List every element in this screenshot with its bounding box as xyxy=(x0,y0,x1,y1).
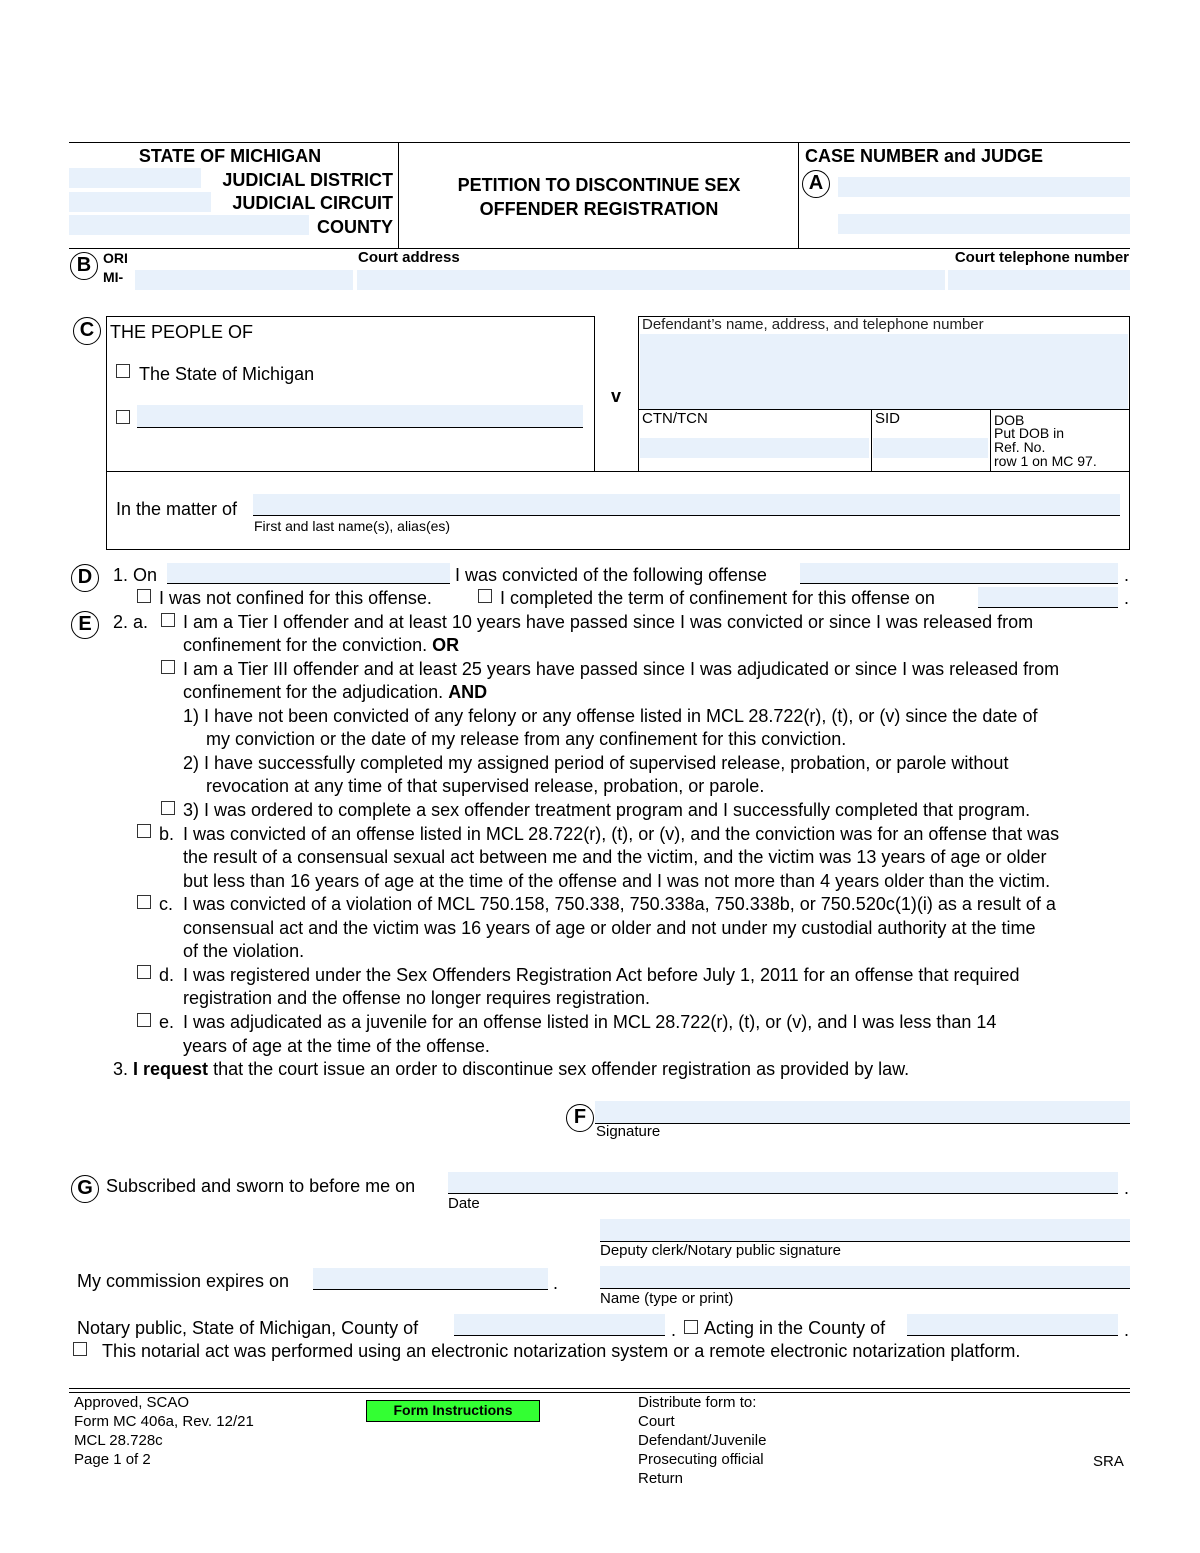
header-divider-left xyxy=(398,142,399,248)
commission-period: . xyxy=(553,1273,559,1293)
names-caption: First and last name(s), alias(es) xyxy=(254,518,451,534)
acting-period: . xyxy=(1124,1320,1130,1340)
option-b-line3: but less than 16 years of age at the time of the offense and I was not more than 4 years older than the victim. xyxy=(183,871,1051,891)
sub2-line1: 2) I have successfully completed my assigned period of supervised release, probation, or parole without xyxy=(183,753,1009,773)
electronic-notarization-checkbox[interactable] xyxy=(73,1342,87,1356)
distribute-item: Return xyxy=(638,1470,684,1487)
sub1-line2: my conviction or the date of my release from any confinement for this conviction. xyxy=(206,729,847,749)
footer-rule-top xyxy=(69,1388,1130,1389)
option-e-line2: years of age at the time of the offense. xyxy=(183,1036,490,1056)
tier1-line1: I am a Tier I offender and at least 10 years have passed since I was convicted or since I was released from xyxy=(183,612,1034,632)
item1-period-2: . xyxy=(1124,588,1130,608)
sid-field[interactable] xyxy=(873,438,988,458)
page-label: Page 1 of 2 xyxy=(74,1451,151,1468)
sub2-line2: revocation at any time of that supervised release, probation, or parole. xyxy=(206,776,765,796)
other-plaintiff-checkbox[interactable] xyxy=(116,410,130,424)
county-field[interactable] xyxy=(69,215,309,235)
option-d-line1: I was registered under the Sex Offenders Registration Act before July 1, 2011 for an offense that required xyxy=(183,965,1020,985)
option-d-line2: registration and the offense no longer requires registration. xyxy=(183,988,650,1008)
item3-rest: that the court issue an order to discontinue sex offender registration as provided by law. xyxy=(213,1059,910,1079)
marker-a: A xyxy=(802,170,830,198)
court-address-label: Court address xyxy=(358,249,460,266)
option-e-line1: I was adjudicated as a juvenile for an offense listed in MCL 28.722(r), (t), or (v), and I was less than 14 xyxy=(183,1012,997,1032)
option-e-prefix: e. xyxy=(159,1012,175,1032)
item1-period: . xyxy=(1124,565,1130,585)
marker-b: B xyxy=(70,252,98,280)
option-b-line2: the result of a consensual sexual act between me and the victim, and the victim was 13 years of age or older xyxy=(183,847,1047,867)
tier1-line2 xyxy=(183,635,459,656)
sworn-date-field[interactable] xyxy=(448,1172,1118,1194)
option-c-checkbox[interactable] xyxy=(137,895,151,909)
option-b-prefix: b. xyxy=(159,824,175,844)
people-of-label: THE PEOPLE OF xyxy=(110,322,254,342)
sworn-label: Subscribed and sworn to before me on xyxy=(106,1176,416,1196)
header-top-rule xyxy=(69,142,1130,143)
conviction-date-field[interactable] xyxy=(167,563,450,584)
footer-rule-bottom xyxy=(69,1392,1130,1393)
ctn-divider xyxy=(871,409,872,471)
signature-caption: Signature xyxy=(596,1123,661,1140)
tier3-line1: I am a Tier III offender and at least 25 years have passed since I was adjudicated or since I was released from xyxy=(183,659,1060,679)
tier3-checkbox[interactable] xyxy=(161,660,175,674)
state-of-michigan-label: The State of Michigan xyxy=(139,364,315,384)
approved-label: Approved, SCAO xyxy=(74,1394,190,1411)
option-e-checkbox[interactable] xyxy=(137,1013,151,1027)
form-instructions-button[interactable]: Form Instructions xyxy=(366,1400,540,1422)
judicial-district-label: JUDICIAL DISTRICT xyxy=(222,170,393,190)
judicial-circuit-field[interactable] xyxy=(69,192,211,212)
marker-g: G xyxy=(71,1175,99,1203)
dob-note-3: row 1 on MC 97. xyxy=(994,453,1097,469)
versus-label: v xyxy=(611,386,622,406)
state-label: STATE OF MICHIGAN xyxy=(138,146,322,166)
not-confined-checkbox[interactable] xyxy=(137,589,151,603)
form-title-line1: PETITION TO DISCONTINUE SEX xyxy=(457,175,741,195)
tier1-checkbox[interactable] xyxy=(161,613,175,627)
signature-field[interactable] xyxy=(595,1101,1130,1124)
defendant-info-field[interactable] xyxy=(640,334,1128,409)
acting-county-field[interactable] xyxy=(907,1314,1118,1336)
state-of-michigan-checkbox[interactable] xyxy=(116,364,130,378)
form-title-line2: OFFENDER REGISTRATION xyxy=(479,199,719,219)
deputy-signature-field[interactable] xyxy=(600,1219,1130,1242)
item2a-prefix: 2. a. xyxy=(113,612,149,632)
confinement-completed-date-field[interactable] xyxy=(978,587,1118,608)
option-d-prefix: d. xyxy=(159,965,175,985)
item3-text xyxy=(113,1059,909,1080)
name-caption: Name (type or print) xyxy=(600,1290,734,1307)
option-b-checkbox[interactable] xyxy=(137,824,151,838)
treatment-program-checkbox[interactable] xyxy=(161,801,175,815)
offense-field[interactable] xyxy=(800,563,1118,584)
county-label: COUNTY xyxy=(317,217,393,237)
tier1-line2-text: confinement for the conviction. xyxy=(183,635,428,655)
name-print-field[interactable] xyxy=(600,1266,1130,1289)
ctn-field[interactable] xyxy=(640,438,869,458)
completed-confinement-label: I completed the term of confinement for this offense on xyxy=(500,588,935,608)
dob-note-1: Put DOB in xyxy=(994,425,1065,441)
and-word: AND xyxy=(448,682,488,702)
sid-label: SID xyxy=(875,410,901,427)
case-number-field[interactable] xyxy=(838,177,1130,197)
notary-period: . xyxy=(671,1320,677,1340)
distribute-item: Court xyxy=(638,1413,675,1430)
item1-convicted-label: I was convicted of the following offense xyxy=(455,565,767,585)
distribute-label: Distribute form to: xyxy=(638,1394,757,1411)
marker-d: D xyxy=(71,564,99,592)
mcl-label: MCL 28.728c xyxy=(74,1432,163,1449)
option-c-line2: consensual act and the victim was 16 years of age or older and not under my custodial authority at the time xyxy=(183,918,1036,938)
marker-e: E xyxy=(71,611,99,639)
notary-county-field[interactable] xyxy=(454,1314,665,1336)
marker-f: F xyxy=(566,1104,594,1132)
sub1-line1: 1) I have not been convicted of any felony or any offense listed in MCL 28.722(r), (t), or (v) since the date of xyxy=(183,706,1038,726)
judge-field[interactable] xyxy=(838,214,1130,234)
completed-confinement-checkbox[interactable] xyxy=(478,589,492,603)
distribute-item: Defendant/Juvenile xyxy=(638,1432,767,1449)
sub3-text: 3) I was ordered to complete a sex offender treatment program and I successfully completed that program. xyxy=(183,800,1031,820)
item3-bold: I request xyxy=(133,1059,209,1079)
commission-date-field[interactable] xyxy=(313,1268,548,1290)
date-caption: Date xyxy=(448,1195,480,1212)
header-divider-right xyxy=(798,142,799,248)
court-phone-field[interactable] xyxy=(948,270,1130,290)
dob-note-2: Ref. No. xyxy=(994,439,1046,455)
commission-label: My commission expires on xyxy=(77,1271,290,1291)
other-plaintiff-field[interactable] xyxy=(137,405,583,428)
form-number-label: Form MC 406a, Rev. 12/21 xyxy=(74,1413,254,1430)
option-b-line1: I was convicted of an offense listed in MCL 28.722(r), (t), or (v), and the conviction was for an offense that was xyxy=(183,824,1060,844)
ori-label: ORI xyxy=(103,250,128,266)
matter-of-names-field[interactable] xyxy=(253,494,1120,516)
dob-label: DOB xyxy=(994,412,1025,428)
judicial-district-field[interactable] xyxy=(69,168,201,188)
judicial-circuit-label: JUDICIAL CIRCUIT xyxy=(232,193,393,213)
sworn-period: . xyxy=(1124,1178,1130,1198)
distribute-item: Prosecuting official xyxy=(638,1451,764,1468)
or-word: OR xyxy=(432,635,460,655)
option-c-line3: of the violation. xyxy=(183,941,305,961)
matter-of-label: In the matter of xyxy=(116,499,238,519)
case-number-label: CASE NUMBER and JUDGE xyxy=(805,146,1044,166)
electronic-notarization-label: This notarial act was performed using an electronic notarization system or a remote electronic notarization platform. xyxy=(102,1341,1021,1361)
notary-county-label: Notary public, State of Michigan, County of xyxy=(77,1318,419,1338)
tier3-line2-text: confinement for the adjudication. xyxy=(183,682,444,702)
acting-county-checkbox[interactable] xyxy=(684,1320,698,1334)
marker-c: C xyxy=(73,317,101,345)
acting-county-label: Acting in the County of xyxy=(704,1318,886,1338)
form-code: SRA xyxy=(1093,1453,1124,1470)
tier3-line2 xyxy=(183,682,487,703)
not-confined-label: I was not confined for this offense. xyxy=(159,588,432,608)
option-c-line1: I was convicted of a violation of MCL 750.158, 750.338, 750.338a, 750.338b, or 750.520c(1)(i) as a result of a xyxy=(183,894,1056,914)
item3-prefix: 3. xyxy=(113,1059,129,1079)
sid-divider xyxy=(990,409,991,471)
defendant-label: Defendant’s name, address, and telephone number xyxy=(642,316,984,333)
option-d-checkbox[interactable] xyxy=(137,965,151,979)
mi-label: MI- xyxy=(103,269,124,285)
ori-field[interactable] xyxy=(135,270,353,290)
court-address-field[interactable] xyxy=(357,270,945,290)
option-c-prefix: c. xyxy=(159,894,174,914)
ctn-label: CTN/TCN xyxy=(642,410,708,427)
deputy-caption: Deputy clerk/Notary public signature xyxy=(600,1242,841,1259)
court-phone-label: Court telephone number xyxy=(954,249,1129,266)
item1-on-label: 1. On xyxy=(113,565,158,585)
